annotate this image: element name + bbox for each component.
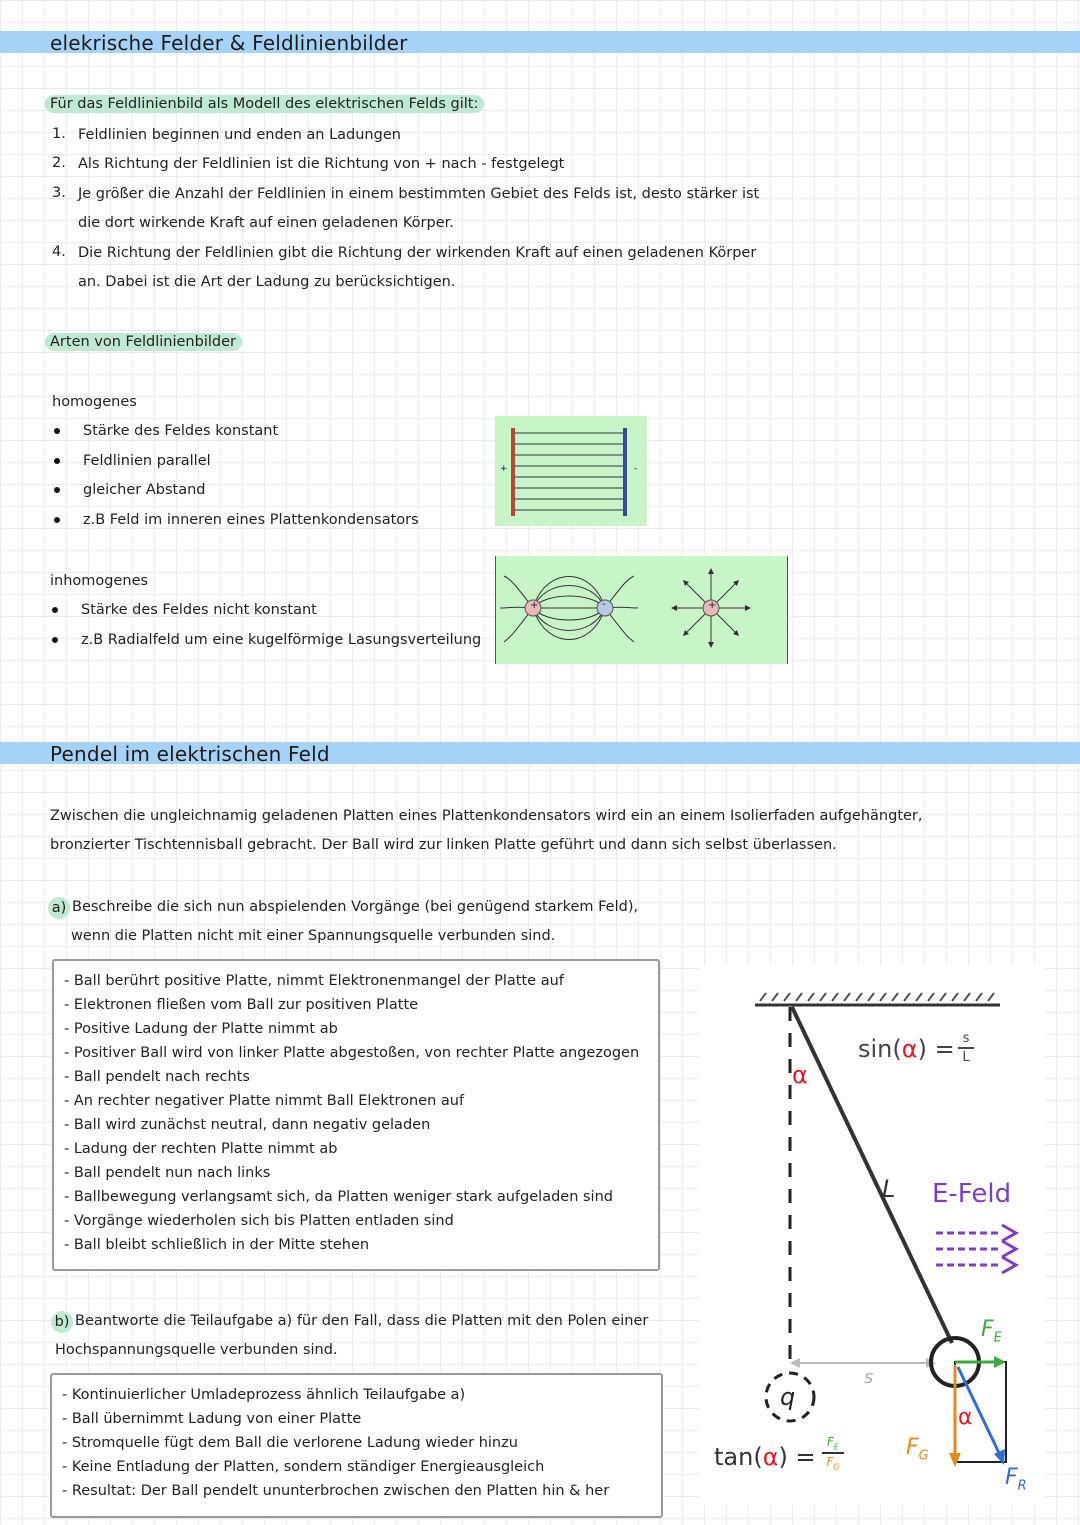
frac-num-s: s [962, 1031, 970, 1046]
rule-text: an. Dabei ist die Art der Ladung zu berücksichtigen. [78, 274, 456, 290]
task-b-answer-box [50, 1373, 663, 1518]
answer-line: - Keine Entladung der Platten, sondern ständiger Energieausgleich [62, 1459, 545, 1475]
FE-letter: F [981, 1317, 994, 1342]
task-b-text: Beantworte die Teilaufgabe a) für den Fall, dass die Platten mit den Polen einer [75, 1313, 649, 1329]
homogeneous-bullet: gleicher Abstand [83, 482, 206, 498]
task-b-label: b) [51, 1311, 73, 1333]
bullet [54, 517, 60, 523]
tan-alpha: α [762, 1443, 779, 1471]
bullet [54, 458, 60, 464]
intro-highlight: Für das Feldlinienbild als Modell des elektrischen Felds gilt: [45, 95, 484, 113]
answer-line: - Positive Ladung der Platte nimmt ab [64, 1021, 338, 1037]
alpha-top: α [792, 1061, 808, 1089]
answer-line: - Ball bleibt schließlich in der Mitte stehen [64, 1237, 370, 1253]
homogeneous-field-image [495, 416, 647, 526]
answer-line: - An rechter negativer Platte nimmt Ball Elektronen auf [64, 1093, 465, 1109]
answer-line: - Ball übernimmt Ladung von einer Platte [62, 1411, 362, 1427]
inhomogeneous-bullet: Stärke des Feldes nicht konstant [81, 602, 317, 618]
bullet [52, 607, 58, 613]
homogeneous-bullet: z.B Feld im inneren eines Plattenkondensators [83, 512, 419, 528]
bullet [52, 637, 58, 643]
tan-num [822, 1435, 844, 1451]
tan-fraction [822, 1435, 844, 1472]
answer-line: - Kontinuierlicher Umladeprozess ähnlich Teilaufgabe a) [62, 1387, 466, 1403]
rule-text: Die Richtung der Feldlinien gibt die Richtung der wirkenden Kraft auf einen geladenen Körper [78, 245, 757, 261]
answer-line: - Ladung der rechten Platte nimmt ab [64, 1141, 338, 1157]
minus-sign: - [634, 464, 638, 474]
homogeneous-title: homogenes [52, 394, 137, 410]
tan-equation [714, 1443, 816, 1471]
bullet [54, 487, 60, 493]
homogeneous-bullet: Stärke des Feldes konstant [83, 423, 279, 439]
force-FE-label [981, 1317, 1002, 1345]
FG-letter: F [906, 1435, 919, 1460]
FR-sub: R [1017, 1478, 1027, 1494]
frac-den-L: L [962, 1050, 970, 1065]
sin-label: sin( [858, 1035, 902, 1063]
rule-number: 3. [52, 185, 66, 201]
length-L-label: L [882, 1175, 896, 1203]
dipole-field-image [495, 556, 643, 664]
rule-text: Als Richtung der Feldlinien ist die Richtung von + nach - festgelegt [78, 156, 565, 172]
rule-text: die dort wirkende Kraft auf einen geladenen Körper. [78, 215, 454, 231]
answer-line: - Ball berührt positive Platte, nimmt Elektronenmangel der Platte auf [64, 973, 564, 989]
dipole-field-icon [496, 556, 642, 664]
answer-line: - Vorgänge wiederholen sich bis Platten entladen sind [64, 1213, 454, 1229]
rule-text: Je größer die Anzahl der Feldlinien in einem bestimmten Gebiet des Felds ist, desto stärker ist [78, 186, 760, 202]
plus-sign: + [530, 600, 539, 611]
force-FG-label [906, 1435, 929, 1463]
sin-fraction [958, 1031, 974, 1065]
tan-FG-sub: G [833, 1462, 840, 1472]
answer-line: - Ball pendelt nun nach links [64, 1165, 271, 1181]
sin-eq: ) = [917, 1035, 955, 1063]
rule-number: 1. [52, 126, 66, 142]
tan-FE: F [827, 1435, 834, 1449]
alpha-force: α [958, 1405, 973, 1430]
plus-sign: + [708, 600, 717, 611]
section-title-2: Pendel im elektrischen Feld [50, 742, 330, 766]
sin-equation [858, 1035, 955, 1063]
tan-label: tan( [714, 1443, 763, 1471]
FR-letter: F [1005, 1465, 1018, 1490]
answer-line: - Ballbewegung verlangsamt sich, da Platten weniger stark aufgeladen sind [64, 1189, 613, 1205]
types-highlight: Arten von Feldlinienbilder [45, 333, 242, 351]
rule-number: 4. [52, 244, 66, 260]
tan-FG: F [826, 1455, 834, 1470]
pendulum-intro-line: Zwischen die ungleichnamig geladenen Platten eines Plattenkondensators wird ein an einem Isolierfaden aufgehängter, [50, 808, 923, 824]
pendulum-diagram [700, 965, 1045, 1505]
radial-field-image [641, 556, 788, 664]
tan-FE-sub: E [833, 1442, 839, 1452]
tan-eq: ) = [778, 1443, 816, 1471]
efeld-label: E-Feld [932, 1179, 1012, 1209]
frac-bar [958, 1047, 974, 1049]
homogeneous-bullet: Feldlinien parallel [83, 453, 211, 469]
bullet [54, 428, 60, 434]
answer-line: - Elektronen fließen vom Ball zur positiven Platte [64, 997, 419, 1013]
rule-text: Feldlinien beginnen und enden an Ladungen [78, 127, 401, 143]
s-label: s [864, 1367, 874, 1388]
FE-sub: E [993, 1330, 1002, 1346]
tan-den [822, 1455, 844, 1471]
answer-line: - Stromquelle fügt dem Ball die verlorene Ladung wieder hinzu [62, 1435, 518, 1451]
task-a-label: a) [48, 897, 70, 919]
pendulum-intro-line: bronzierter Tischtennisball gebracht. Der Ball wird zur linken Platte geführt und dann sich selbst überlassen. [50, 837, 837, 853]
parallel-field-lines-icon [495, 416, 647, 526]
inhomogeneous-title: inhomogenes [50, 573, 149, 589]
plus-sign: + [500, 464, 508, 474]
answer-line: - Positiver Ball wird von linker Platte abgestoßen, von rechter Platte angezogen [64, 1045, 640, 1061]
task-a-answer-box [52, 959, 660, 1271]
answer-line: - Ball wird zunächst neutral, dann negativ geladen [64, 1117, 431, 1133]
tan-frac-bar [822, 1452, 844, 1454]
inhomogeneous-bullet: z.B Radialfeld um eine kugelförmige Lasungsverteilung [81, 632, 482, 648]
rule-number: 2. [52, 155, 66, 171]
task-a-text: Beschreibe die sich nun abspielenden Vorgänge (bei genügend starkem Feld), [72, 899, 639, 915]
minus-sign: - [602, 599, 606, 610]
task-a-text: wenn die Platten nicht mit einer Spannungsquelle verbunden sind. [71, 928, 556, 944]
force-FR-label [1005, 1465, 1027, 1493]
q-label: q [780, 1383, 796, 1411]
section-title-1: elekrische Felder & Feldlinienbilder [50, 31, 408, 55]
answer-line: - Resultat: Der Ball pendelt ununterbrochen zwischen den Platten hin & her [62, 1483, 610, 1499]
answer-line: - Ball pendelt nach rechts [64, 1069, 250, 1085]
sin-alpha: α [901, 1035, 918, 1063]
task-b-text: Hochspannungsquelle verbunden sind. [55, 1342, 338, 1358]
FG-sub: G [918, 1448, 929, 1464]
